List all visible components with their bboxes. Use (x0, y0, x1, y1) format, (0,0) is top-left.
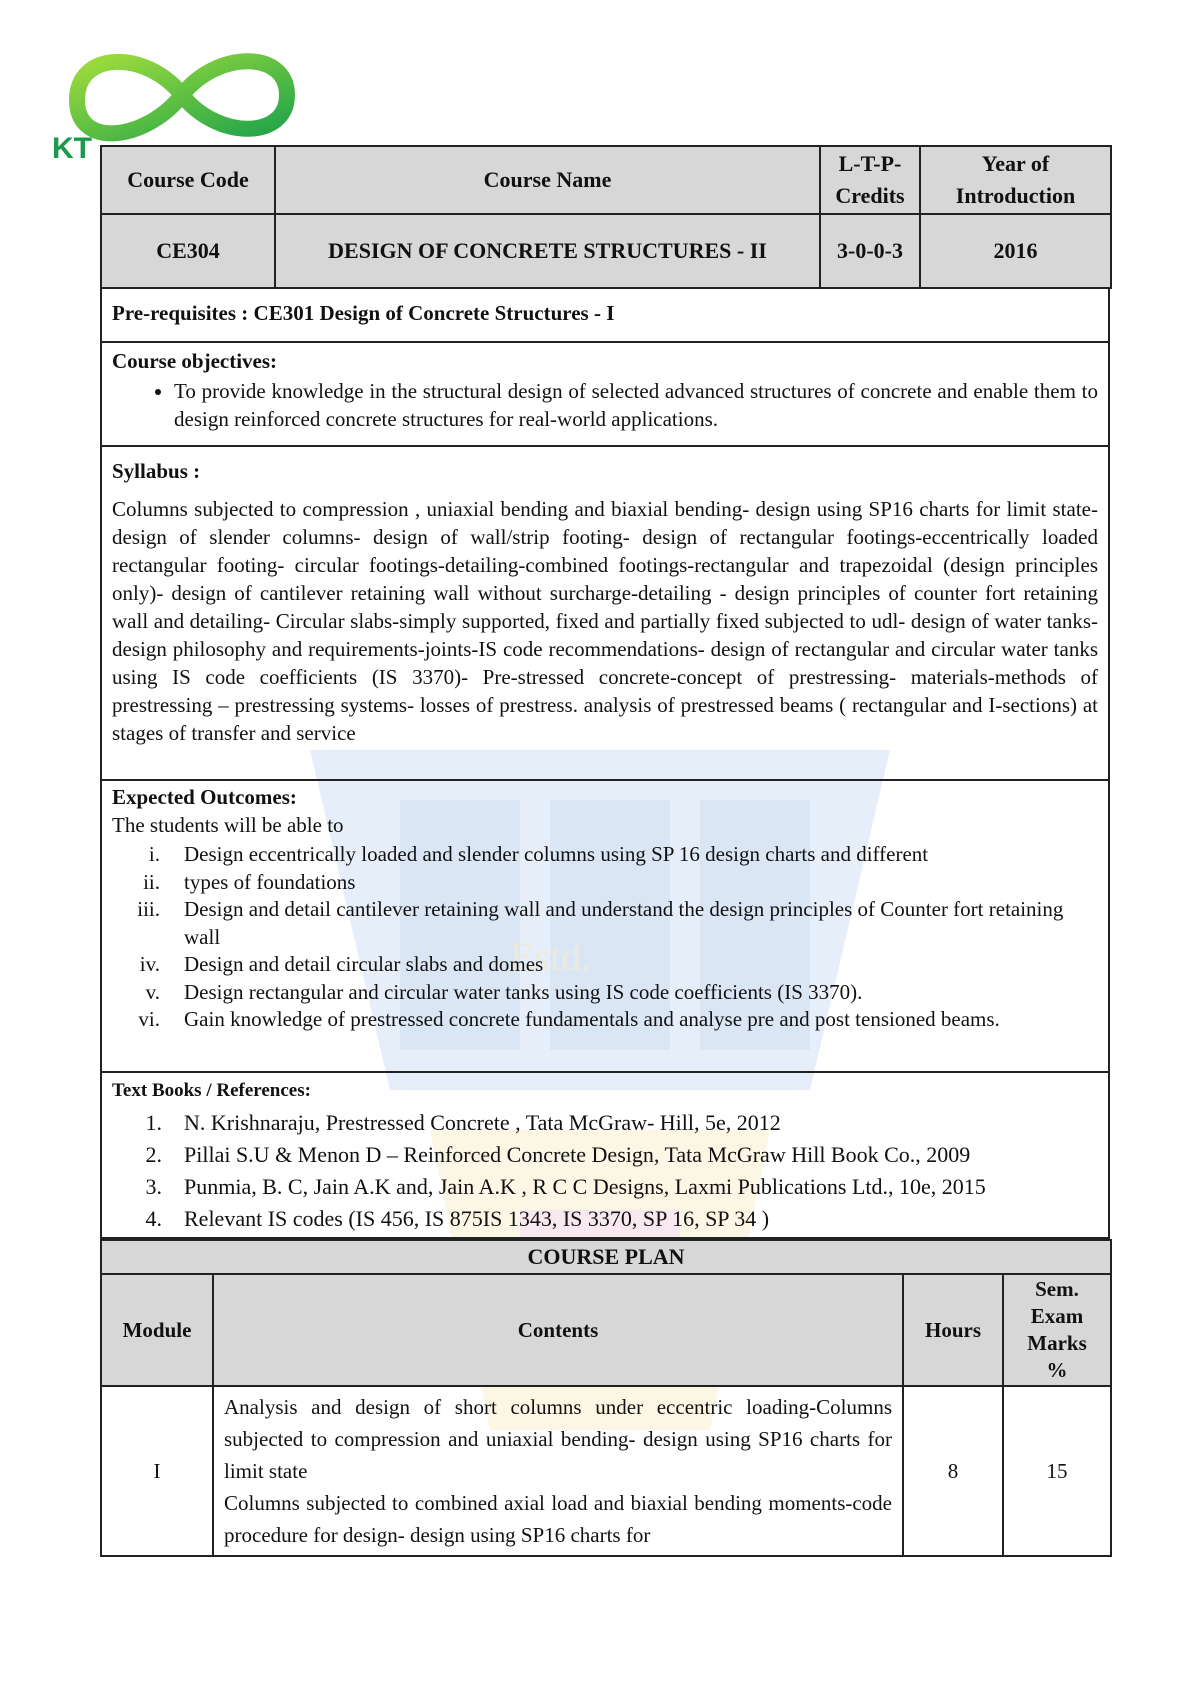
col-year-intro: Year of Introduction (920, 146, 1111, 214)
course-header-table (100, 145, 1112, 289)
reference-item: 4. Relevant IS codes (IS 456, IS 875IS 1343, IS 3370, SP 16, SP 34 ) (145, 1206, 770, 1231)
module-number: I (101, 1386, 213, 1556)
syllabus-sheet (100, 145, 1110, 1557)
text-books-references (100, 1073, 1110, 1239)
module-hours: 8 (903, 1386, 1003, 1556)
course-code: CE304 (101, 214, 275, 288)
syllabus-text: Columns subjected to compression , uniaxial bending and biaxial bending- design using SP16 charts for limit state-design of slender columns- design of wall/strip footing- design of rectangular footings-eccentrically loaded rectangular footing- circular footings-detailing-combined footings-rectangular and trapezoidal (design principles only)- design of cantilever retaining wall without surcharge-detailing - design principles of counter fort retaining wall and detailing- Circular slabs-simply supported, fixed and partially fixed subjected to udl- design of water tanks-design philosophy and requirements-joints-IS code recommendations- design of rectangular and circular water tanks using IS code coefficients (IS 3370)- Pre-stressed concrete-concept of prestressing- materials-methods of prestressing – prestressing systems- losses of prestress. analysis of prestressed beams ( rectangular and I-sections) at stages of transfer and service (112, 497, 1098, 745)
col-hours: Hours (903, 1274, 1003, 1386)
outcome-item: i. Design eccentrically loaded and slender columns using SP 16 design charts and different (148, 842, 929, 866)
col-contents: Contents (213, 1274, 903, 1386)
outcome-item: v. Design rectangular and circular water tanks using IS code coefficients (IS 3370). (145, 979, 863, 1004)
course-name: DESIGN OF CONCRETE STRUCTURES - II (275, 214, 820, 288)
outcome-item: iii. Design and detail cantilever retaining wall and understand the design principles of Counter fort retaining wall (137, 897, 1064, 949)
course-plan-title: COURSE PLAN (101, 1240, 1111, 1274)
watermark-estd: Estd. (510, 934, 592, 979)
reference-item: 3. Punmia, B. C, Jain A.K and, Jain A.K , R C C Designs, Laxmi Publications Ltd., 10e, 2015 (145, 1174, 986, 1199)
prerequisites (100, 289, 1110, 343)
module-contents: Analysis and design of short columns under eccentric loading-Columns subjected to compression and uniaxial bending- design using SP16 charts for limit state Columns subjected to combined axial load and biaxial bending moments-code procedure for design- design using SP16 charts for (213, 1386, 903, 1556)
syllabus (100, 447, 1110, 781)
outcome-item: iv. Design and detail circular slabs and domes (139, 952, 544, 976)
outcomes-heading: Expected Outcomes: (112, 785, 297, 809)
objective-item: • To provide knowledge in the structural design of selected advanced structures of concrete and enable them to design reinforced concrete structures for real-world applications. (174, 377, 1098, 433)
reference-item: 1. N. Krishnaraju, Prestressed Concrete , Tata McGraw- Hill, 5e, 2012 (145, 1110, 781, 1135)
objectives-list (112, 377, 1098, 433)
col-module: Module (101, 1274, 213, 1386)
col-sem-exam-marks: Sem. Exam Marks % (1003, 1274, 1111, 1386)
course-objectives (100, 343, 1110, 447)
outcomes-list (112, 841, 1098, 1034)
references-heading: Text Books / References: (112, 1080, 311, 1101)
outcome-item: vi. Gain knowledge of prestressed concrete fundamentals and analyse pre and post tensioned beams. (138, 1007, 1000, 1031)
col-course-name: Course Name (275, 146, 820, 214)
table-row (101, 1386, 1111, 1556)
course-ltp: 3-0-0-3 (820, 214, 920, 288)
logo-text: KT (52, 132, 92, 165)
course-plan-table (100, 1239, 1112, 1557)
objectives-heading: Course objectives: (112, 349, 278, 373)
references-list (112, 1107, 1098, 1235)
expected-outcomes (100, 781, 1110, 1073)
col-ltp-credits: L-T-P- Credits (820, 146, 920, 214)
course-year: 2016 (920, 214, 1111, 288)
syllabus-heading: Syllabus : (112, 459, 201, 483)
outcome-item: ii. types of foundations (143, 869, 356, 894)
prereq-text: Pre-requisites : CE301 Design of Concrete Structures - I (112, 301, 615, 325)
reference-item: 2. Pillai S.U & Menon D – Reinforced Concrete Design, Tata McGraw Hill Book Co., 2009 (145, 1142, 971, 1167)
outcomes-intro: The students will be able to (112, 813, 344, 837)
col-course-code: Course Code (101, 146, 275, 214)
module-marks: 15 (1003, 1386, 1111, 1556)
